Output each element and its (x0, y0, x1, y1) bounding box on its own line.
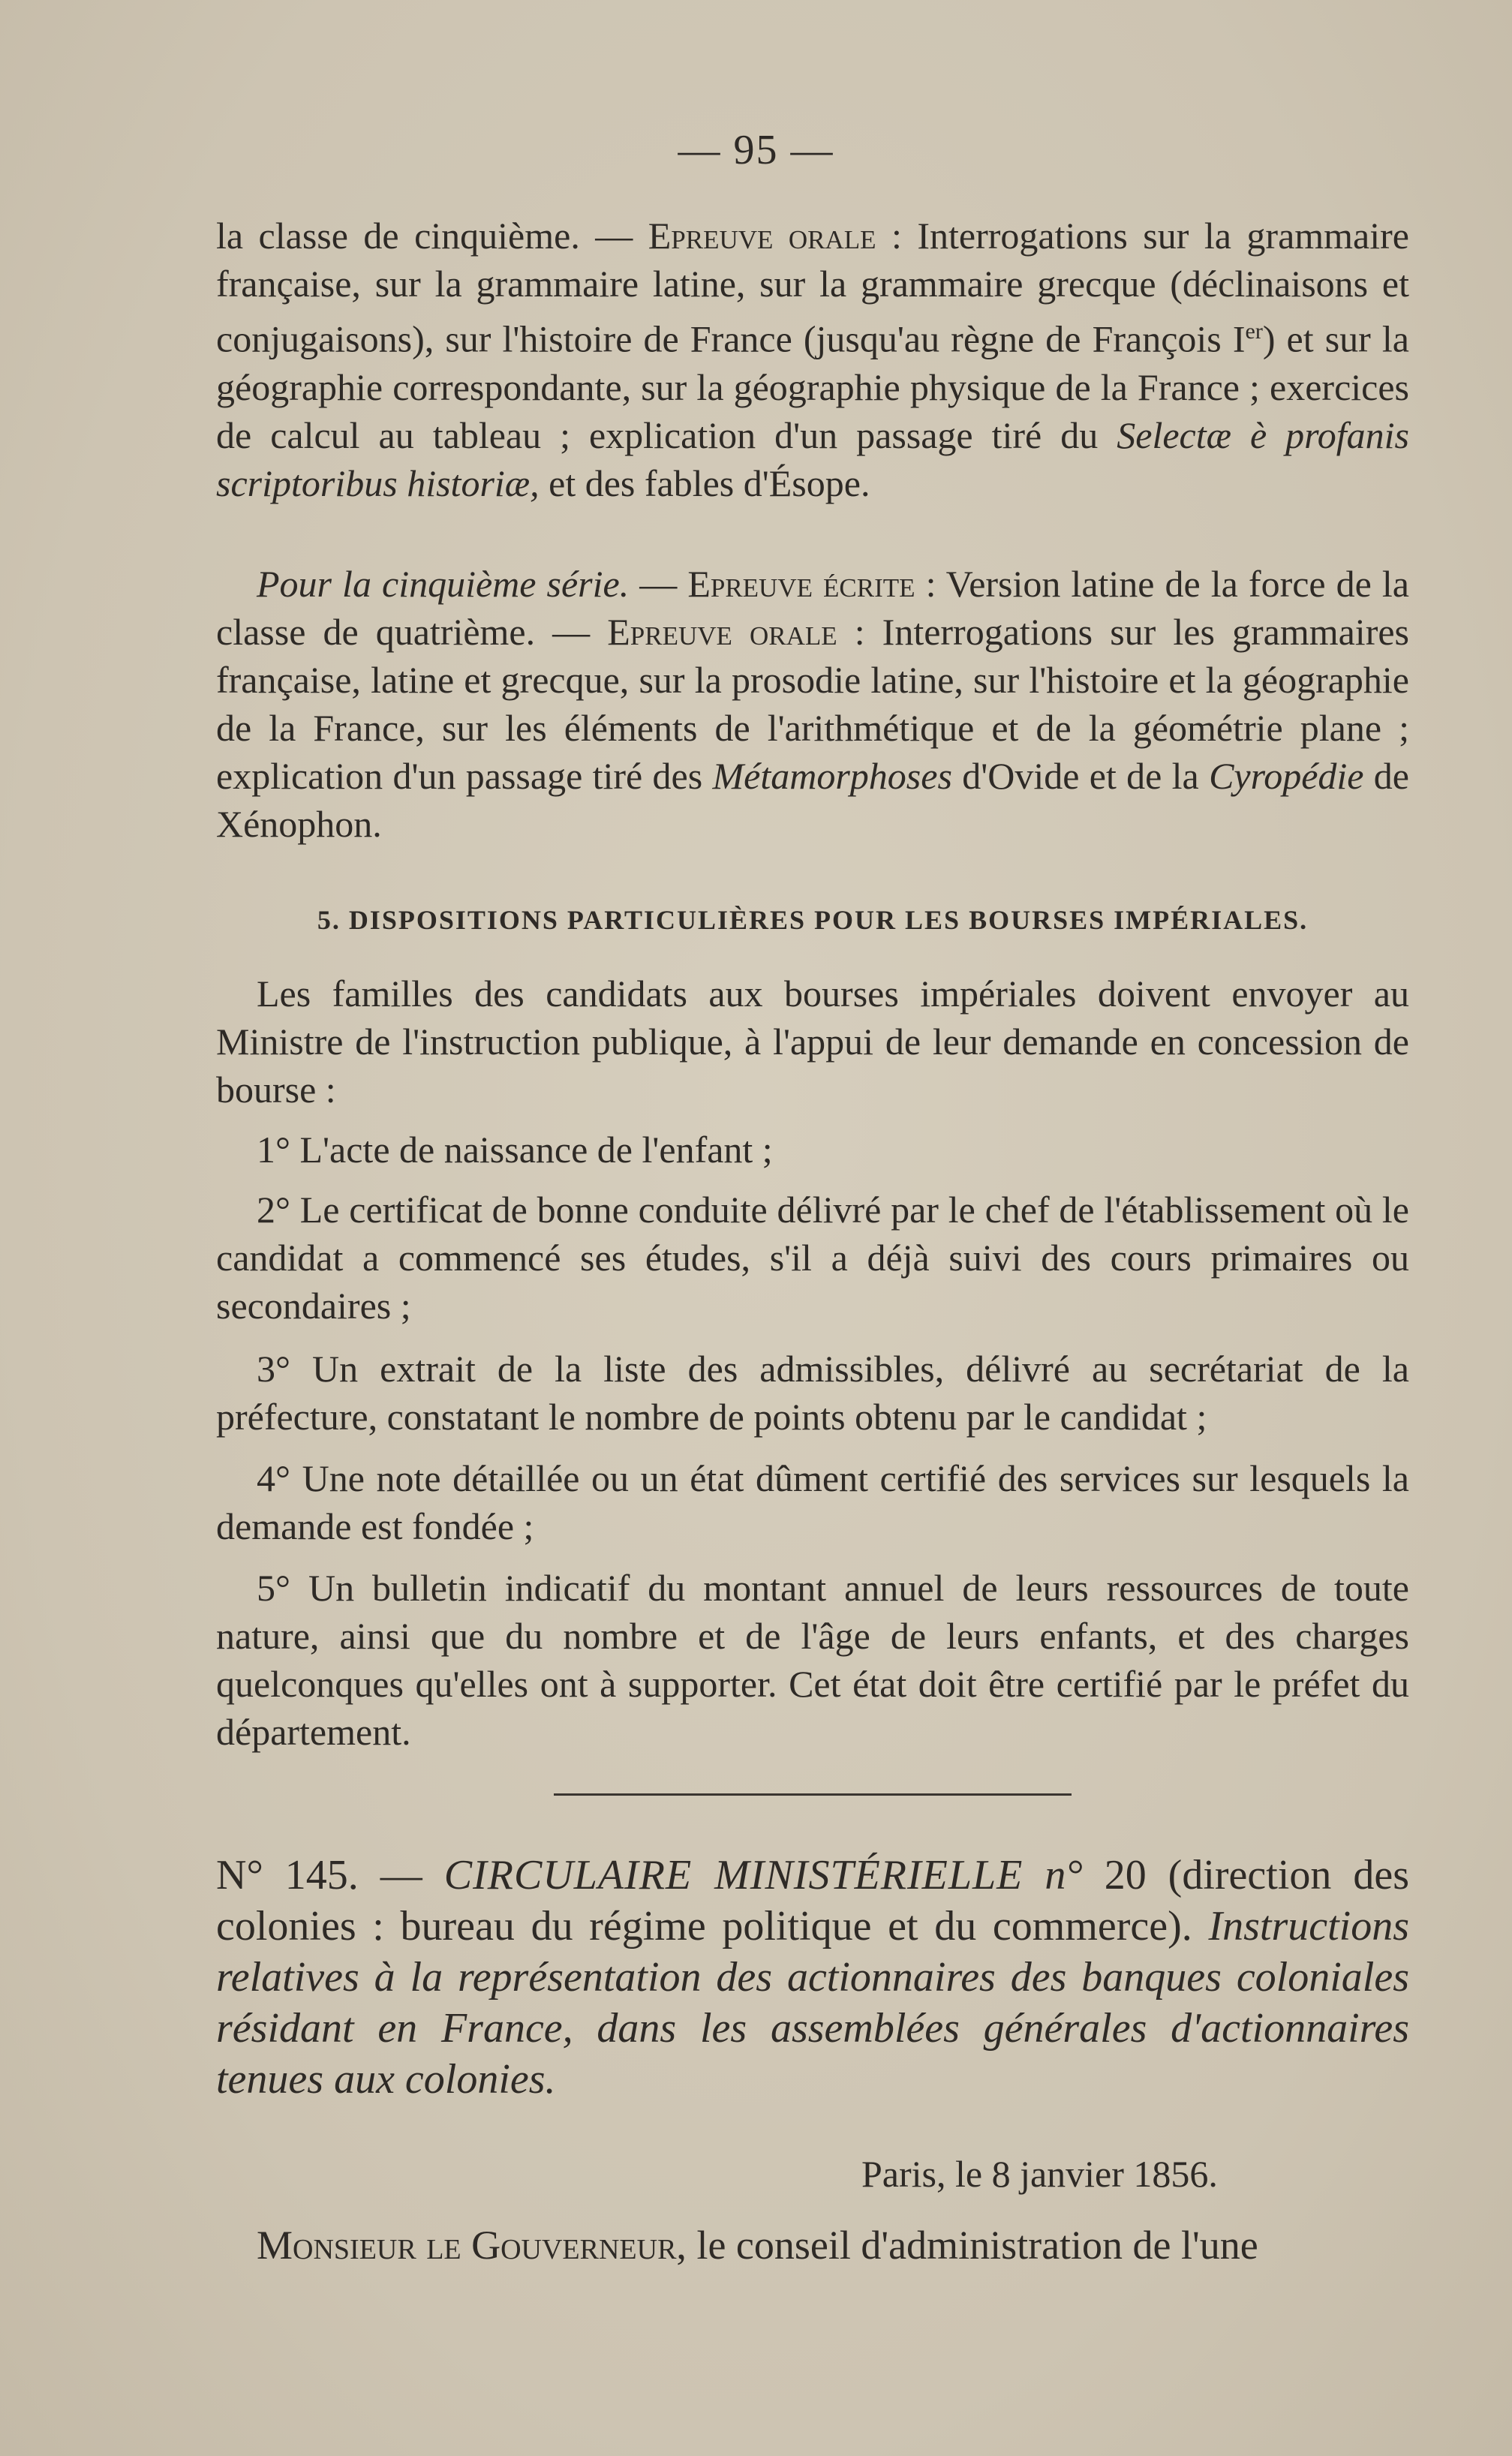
text-run: et des fables d'Ésope. (539, 461, 870, 504)
text-run: : Interrogations sur la grammaire française, sur la grammaire latine, sur la grammaire grecque (déclinaisons et conjugaisons), sur l'histoire de France (jusqu'au règne de François I (216, 215, 1409, 360)
list-item: 5° Un bulletin indicatif du montant annuel de leurs ressources de toute nature, ainsi que du nombre et de l'âge de leurs enfants, et des charges quelconques qu'elles ont à supporter. Cet état doit être certifié par le préfet du département. (216, 1567, 1409, 1753)
book-title: Cyropédie (1209, 755, 1364, 797)
text-run: de Xénophon. (216, 755, 1409, 845)
series-label: Pour la cinquième série. (257, 563, 630, 605)
salutation-title: Monsieur le Gouverneur, (257, 2223, 687, 2268)
superscript: er (1245, 319, 1263, 344)
list-item: 4° Une note détaillée ou un état dûment certifié des services sur lesquels la demande est fondée ; (216, 1457, 1409, 1547)
list-item: 1° L'acte de naissance de l'enfant ; (257, 1129, 773, 1171)
circular-direction: 20 (direction des colonies : bureau du régime politique et du commerce). (216, 1852, 1409, 1949)
section-heading: 5. DISPOSITIONS PARTICULIÈRES POUR LES BOURSES IMPÉRIALES. (317, 905, 1309, 935)
text-run: n° (1023, 1852, 1105, 1898)
written-test-label: Epreuve écrite (687, 563, 915, 605)
circular-number: N° 145. — (216, 1852, 444, 1898)
paragraph-first-series (216, 212, 1409, 507)
text-run: le conseil d'administration de l'une (686, 2223, 1258, 2268)
circular-title: CIRCULAIRE MINISTÉRIELLE (443, 1852, 1024, 1898)
text-run: : Version latine de la force de la classe de quatrième. — (216, 563, 1409, 653)
book-title: Métamorphoses (712, 755, 952, 797)
book-title: Selectæ è profanis scriptoribus historiæ, (216, 413, 1409, 504)
circular-subject: Instructions relatives à la représentation des actionnaires des banques coloniales résidant en France, dans les assemblées générales d'actionnaires tenues aux colonies. (216, 1903, 1409, 2103)
salutation (216, 2221, 1409, 2269)
separator-rule (554, 1793, 1072, 1796)
page-number: — 95 — (678, 127, 834, 173)
paragraph-fifth-series (216, 560, 1409, 848)
text-run: : Interrogations sur les grammaires française, latine et grecque, sur la prosodie latine, sur l'histoire et la géographie de la France, sur les éléments de l'arithmétique et de la géométrie plane ; explication d'un passage tiré des (216, 611, 1409, 797)
text-run: ) et sur la géographie correspondante, sur la géographie physique de la France ; exercices de calcul au tableau ; explication d'un passage tiré du (216, 317, 1409, 456)
text-run: la classe de cinquième. — (216, 215, 648, 257)
list-item: 2° Le certificat de bonne conduite délivré par le chef de l'établissement où le candidat a commencé ses études, s'il a déjà suivi des cours primaires ou secondaires ; (216, 1189, 1409, 1327)
oral-test-label: Epreuve orale (648, 215, 876, 257)
list-item: 3° Un extrait de la liste des admissibles, délivré au secrétariat de la préfecture, constatant le nombre de points obtenu par le candidat ; (216, 1348, 1409, 1438)
circular-heading (216, 1850, 1409, 2105)
text-run: d'Ovide et de la (951, 755, 1210, 797)
text-run: — (629, 563, 688, 605)
date-line: Paris, le 8 janvier 1856. (861, 2153, 1218, 2195)
intro-paragraph: Les familles des candidats aux bourses impériales doivent envoyer au Ministre de l'instruction publique, à l'appui de leur demande en concession de bourse : (216, 972, 1409, 1111)
oral-test-label: Epreuve orale (607, 611, 837, 653)
